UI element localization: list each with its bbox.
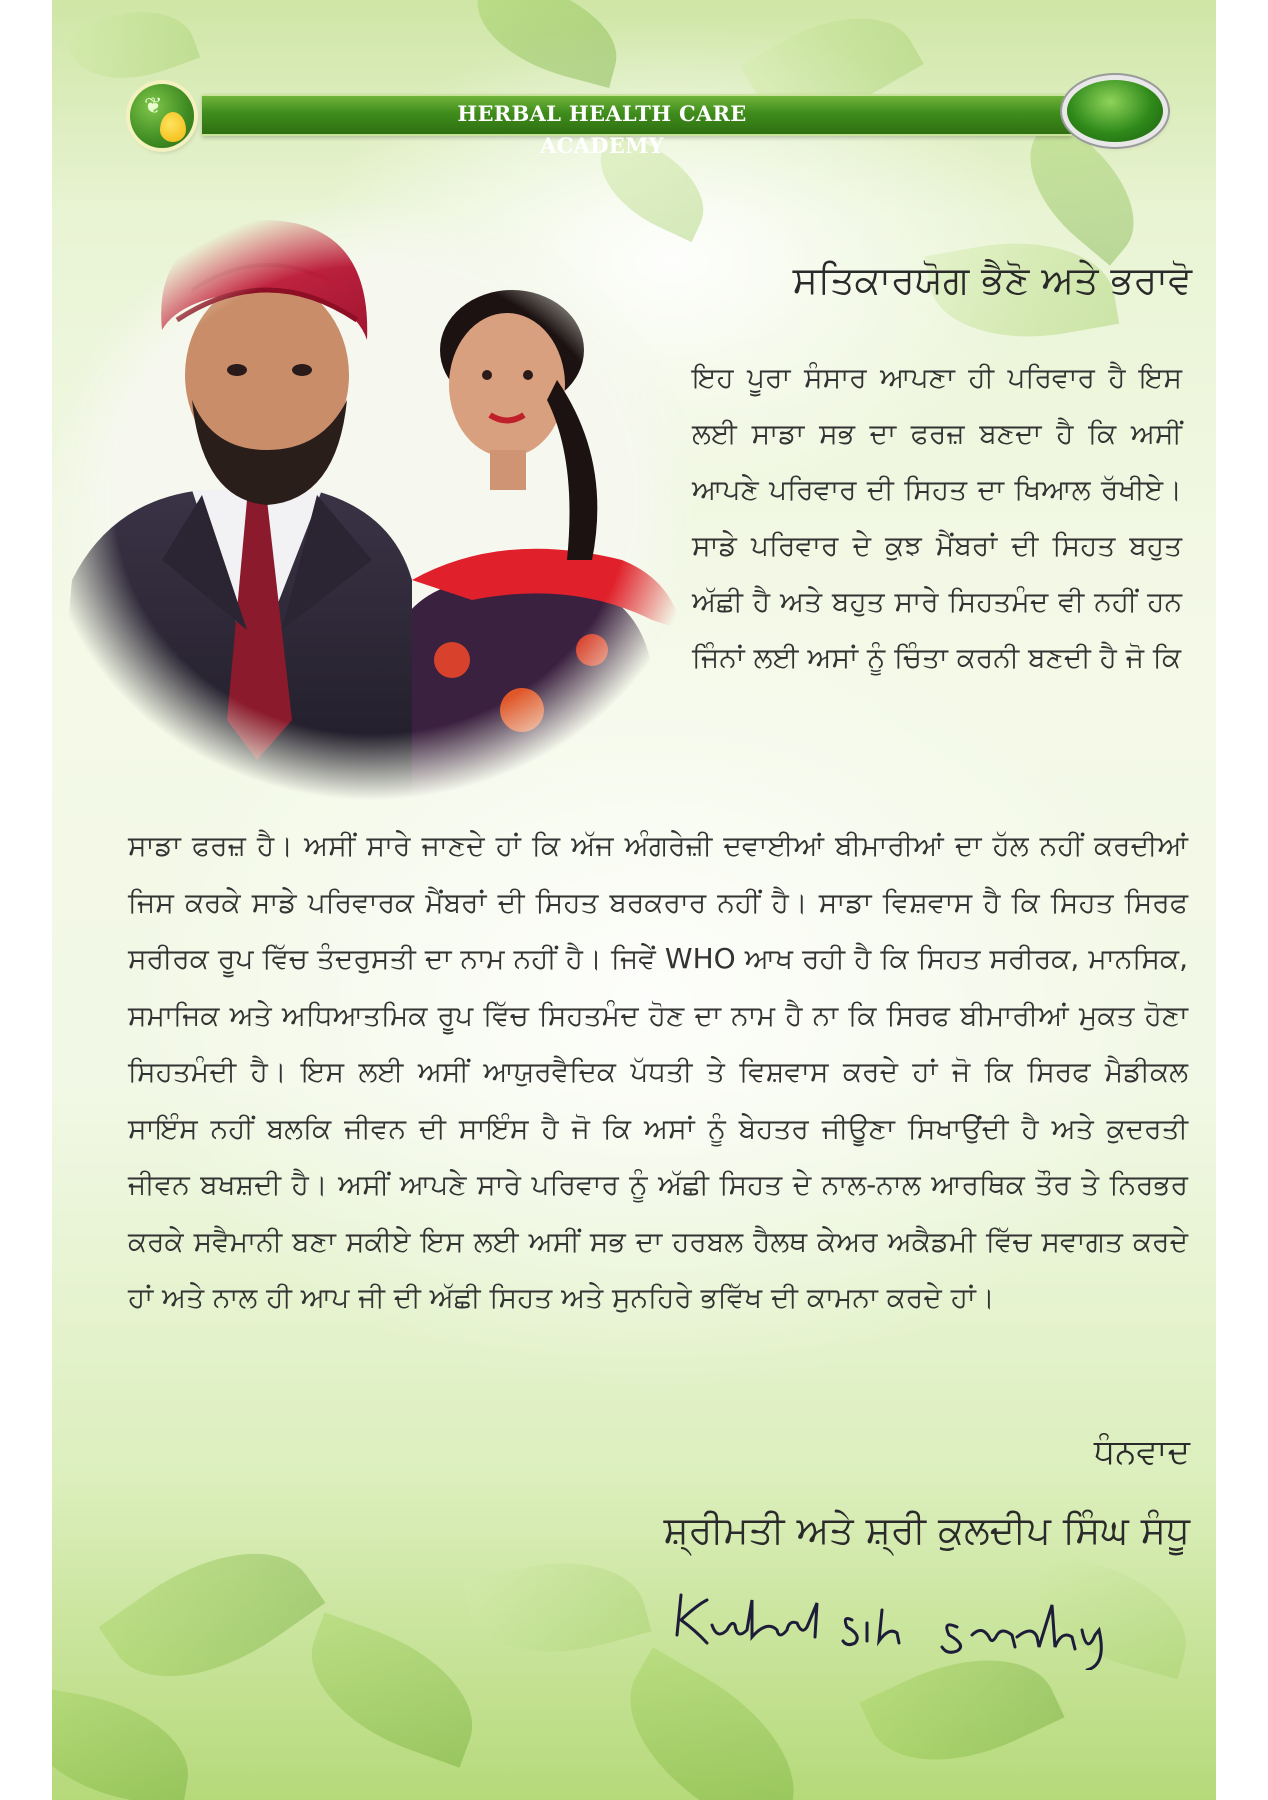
- academy-title: HERBAL HEALTH CARE ACADEMY: [457, 101, 747, 158]
- leaf-decoration: [99, 1513, 326, 1718]
- drop-icon: [160, 112, 186, 142]
- leaf-decoration: [52, 1686, 199, 1800]
- leaf-decoration: [598, 1647, 826, 1800]
- sprout-icon: ❦: [144, 94, 163, 119]
- couple-portrait: [52, 200, 692, 800]
- thanks-line: ਧੰਨਵਾਦ: [1093, 1432, 1190, 1472]
- handwritten-signature: [667, 1575, 1167, 1670]
- leaf-decoration: [64, 0, 201, 98]
- letter-page: [52, 0, 1216, 1800]
- letter-paragraph-intro: ਇਹ ਪੂਰਾ ਸੰਸਾਰ ਆਪਣਾ ਹੀ ਪਰਿਵਾਰ ਹੈ ਇਸ ਲਈ ਸਾਡਾ ਸਭ ਦਾ ਫਰਜ਼ ਬਣਦਾ ਹੈ ਕਿ ਅਸੀਂ ਆਪਣੇ ਪਰਿਵਾਰ ਦੀ ਸਿਹਤ ਦਾ ਖਿਆਲ ਰੱਖੀਏ। ਸਾਡੇ ਪਰਿਵਾਰ ਦੇ ਕੁਝ ਮੈਂਬਰਾਂ ਦੀ ਸਿਹਤ ਬਹੁਤ ਅੱਛੀ ਹੈ ਅਤੇ ਬਹੁਤ ਸਾਰੇ ਸਿਹਤਮੰਦ ਵੀ ਨਹੀਂ ਹਨ ਜਿੰਨਾਂ ਲਈ ਅਸਾਂ ਨੂੰ ਚਿੰਤਾ ਕਰਨੀ ਬਣਦੀ ਹੈ ਜੋ ਕਿ: [692, 361, 1182, 674]
- woman-face: [449, 313, 565, 457]
- greeting-heading: ਸਤਿਕਾਰਯੋਗ ਭੈਣੋ ਅਤੇ ਭਰਾਵੋ: [792, 258, 1192, 302]
- green-gem-emblem: [1067, 80, 1163, 142]
- leaf-decoration: [464, 0, 630, 88]
- leaf-decoration: [463, 1540, 652, 1676]
- letter-paragraph-body: ਸਾਡਾ ਫਰਜ਼ ਹੈ। ਅਸੀਂ ਸਾਰੇ ਜਾਣਦੇ ਹਾਂ ਕਿ ਅੱਜ ਅੰਗਰੇਜ਼ੀ ਦਵਾਈਆਂ ਬੀਮਾਰੀਆਂ ਦਾ ਹੱਲ ਨਹੀਂ ਕਰਦੀਆਂ ਜਿਸ ਕਰਕੇ ਸਾਡੇ ਪਰਿਵਾਰਕ ਮੈਂਬਰਾਂ ਦੀ ਸਿਹਤ ਬਰਕਰਾਰ ਨਹੀਂ ਹੈ। ਸਾਡਾ ਵਿਸ਼ਵਾਸ ਹੈ ਕਿ ਸਿਹਤ ਸਿਰਫ ਸਰੀਰਕ ਰੂਪ ਵਿੱਚ ਤੰਦਰੁਸਤੀ ਦਾ ਨਾਮ ਨਹੀਂ ਹੈ। ਜਿਵੇਂ WHO ਆਖ ਰਹੀ ਹੈ ਕਿ ਸਿਹਤ ਸਰੀਰਕ, ਮਾਨਸਿਕ, ਸਮਾਜਿਕ ਅਤੇ ਅਧਿਆਤਮਿਕ ਰੂਪ ਵਿੱਚ ਸਿਹਤਮੰਦ ਹੋਣ ਦਾ ਨਾਮ ਹੈ ਨਾ ਕਿ ਸਿਰਫ ਬੀਮਾਰੀਆਂ ਮੁਕਤ ਹੋਣਾ ਸਿਹਤਮੰਦੀ ਹੈ। ਇਸ ਲਈ ਅਸੀਂ ਆਯੁਰਵੈਦਿਕ ਪੱਧਤੀ ਤੇ ਵਿਸ਼ਵਾਸ ਕਰਦੇ ਹਾਂ ਜੋ ਕਿ ਸਿਰਫ ਮੈਡੀਕਲ ਸਾਇੰਸ ਨਹੀਂ ਬਲਕਿ ਜੀਵਨ ਦੀ ਸਾਇੰਸ ਹੈ ਜੋ ਕਿ ਅਸਾਂ ਨੂੰ ਬੇਹਤਰ ਜੀਊਣਾ ਸਿਖਾਉਂਦੀ ਹੈ ਅਤੇ ਕੁਦਰਤੀ ਜੀਵਨ ਬਖਸ਼ਦੀ ਹੈ। ਅਸੀਂ ਆਪਣੇ ਸਾਰੇ ਪਰਿਵਾਰ ਨੂੰ ਅੱਛੀ ਸਿਹਤ ਦੇ ਨਾਲ-ਨਾਲ ਆਰਥਿਕ ਤੌਰ ਤੇ ਨਿਰਭਰ ਕਰਕੇ ਸਵੈਮਾਨੀ ਬਣਾ ਸਕੀਏ ਇਸ ਲਈ ਅਸੀਂ ਸਭ ਦਾ ਹਰਬਲ ਹੈਲਥ ਕੇਅਰ ਅਕੈਡਮੀ ਵਿੱਚ ਸਵਾਗਤ ਕਰਦੇ ਹਾਂ ਅਤੇ ਨਾਲ ਹੀ ਆਪ ਜੀ ਦੀ ਅੱਛੀ ਸਿਹਤ ਅਤੇ ਸੁਨਹਿਰੇ ਭਵਿੱਖ ਦੀ ਕਾਮਨਾ ਕਰਦੇ ਹਾਂ।: [128, 829, 1188, 1314]
- herbal-leaf-drop-logo: [130, 84, 194, 148]
- signer-names: ਸ਼੍ਰੀਮਤੀ ਅਤੇ ਸ਼੍ਰੀ ਕੁਲਦੀਪ ਸਿੰਘ ਸੰਧੂ: [663, 1508, 1190, 1552]
- leaf-decoration: [290, 1612, 493, 1768]
